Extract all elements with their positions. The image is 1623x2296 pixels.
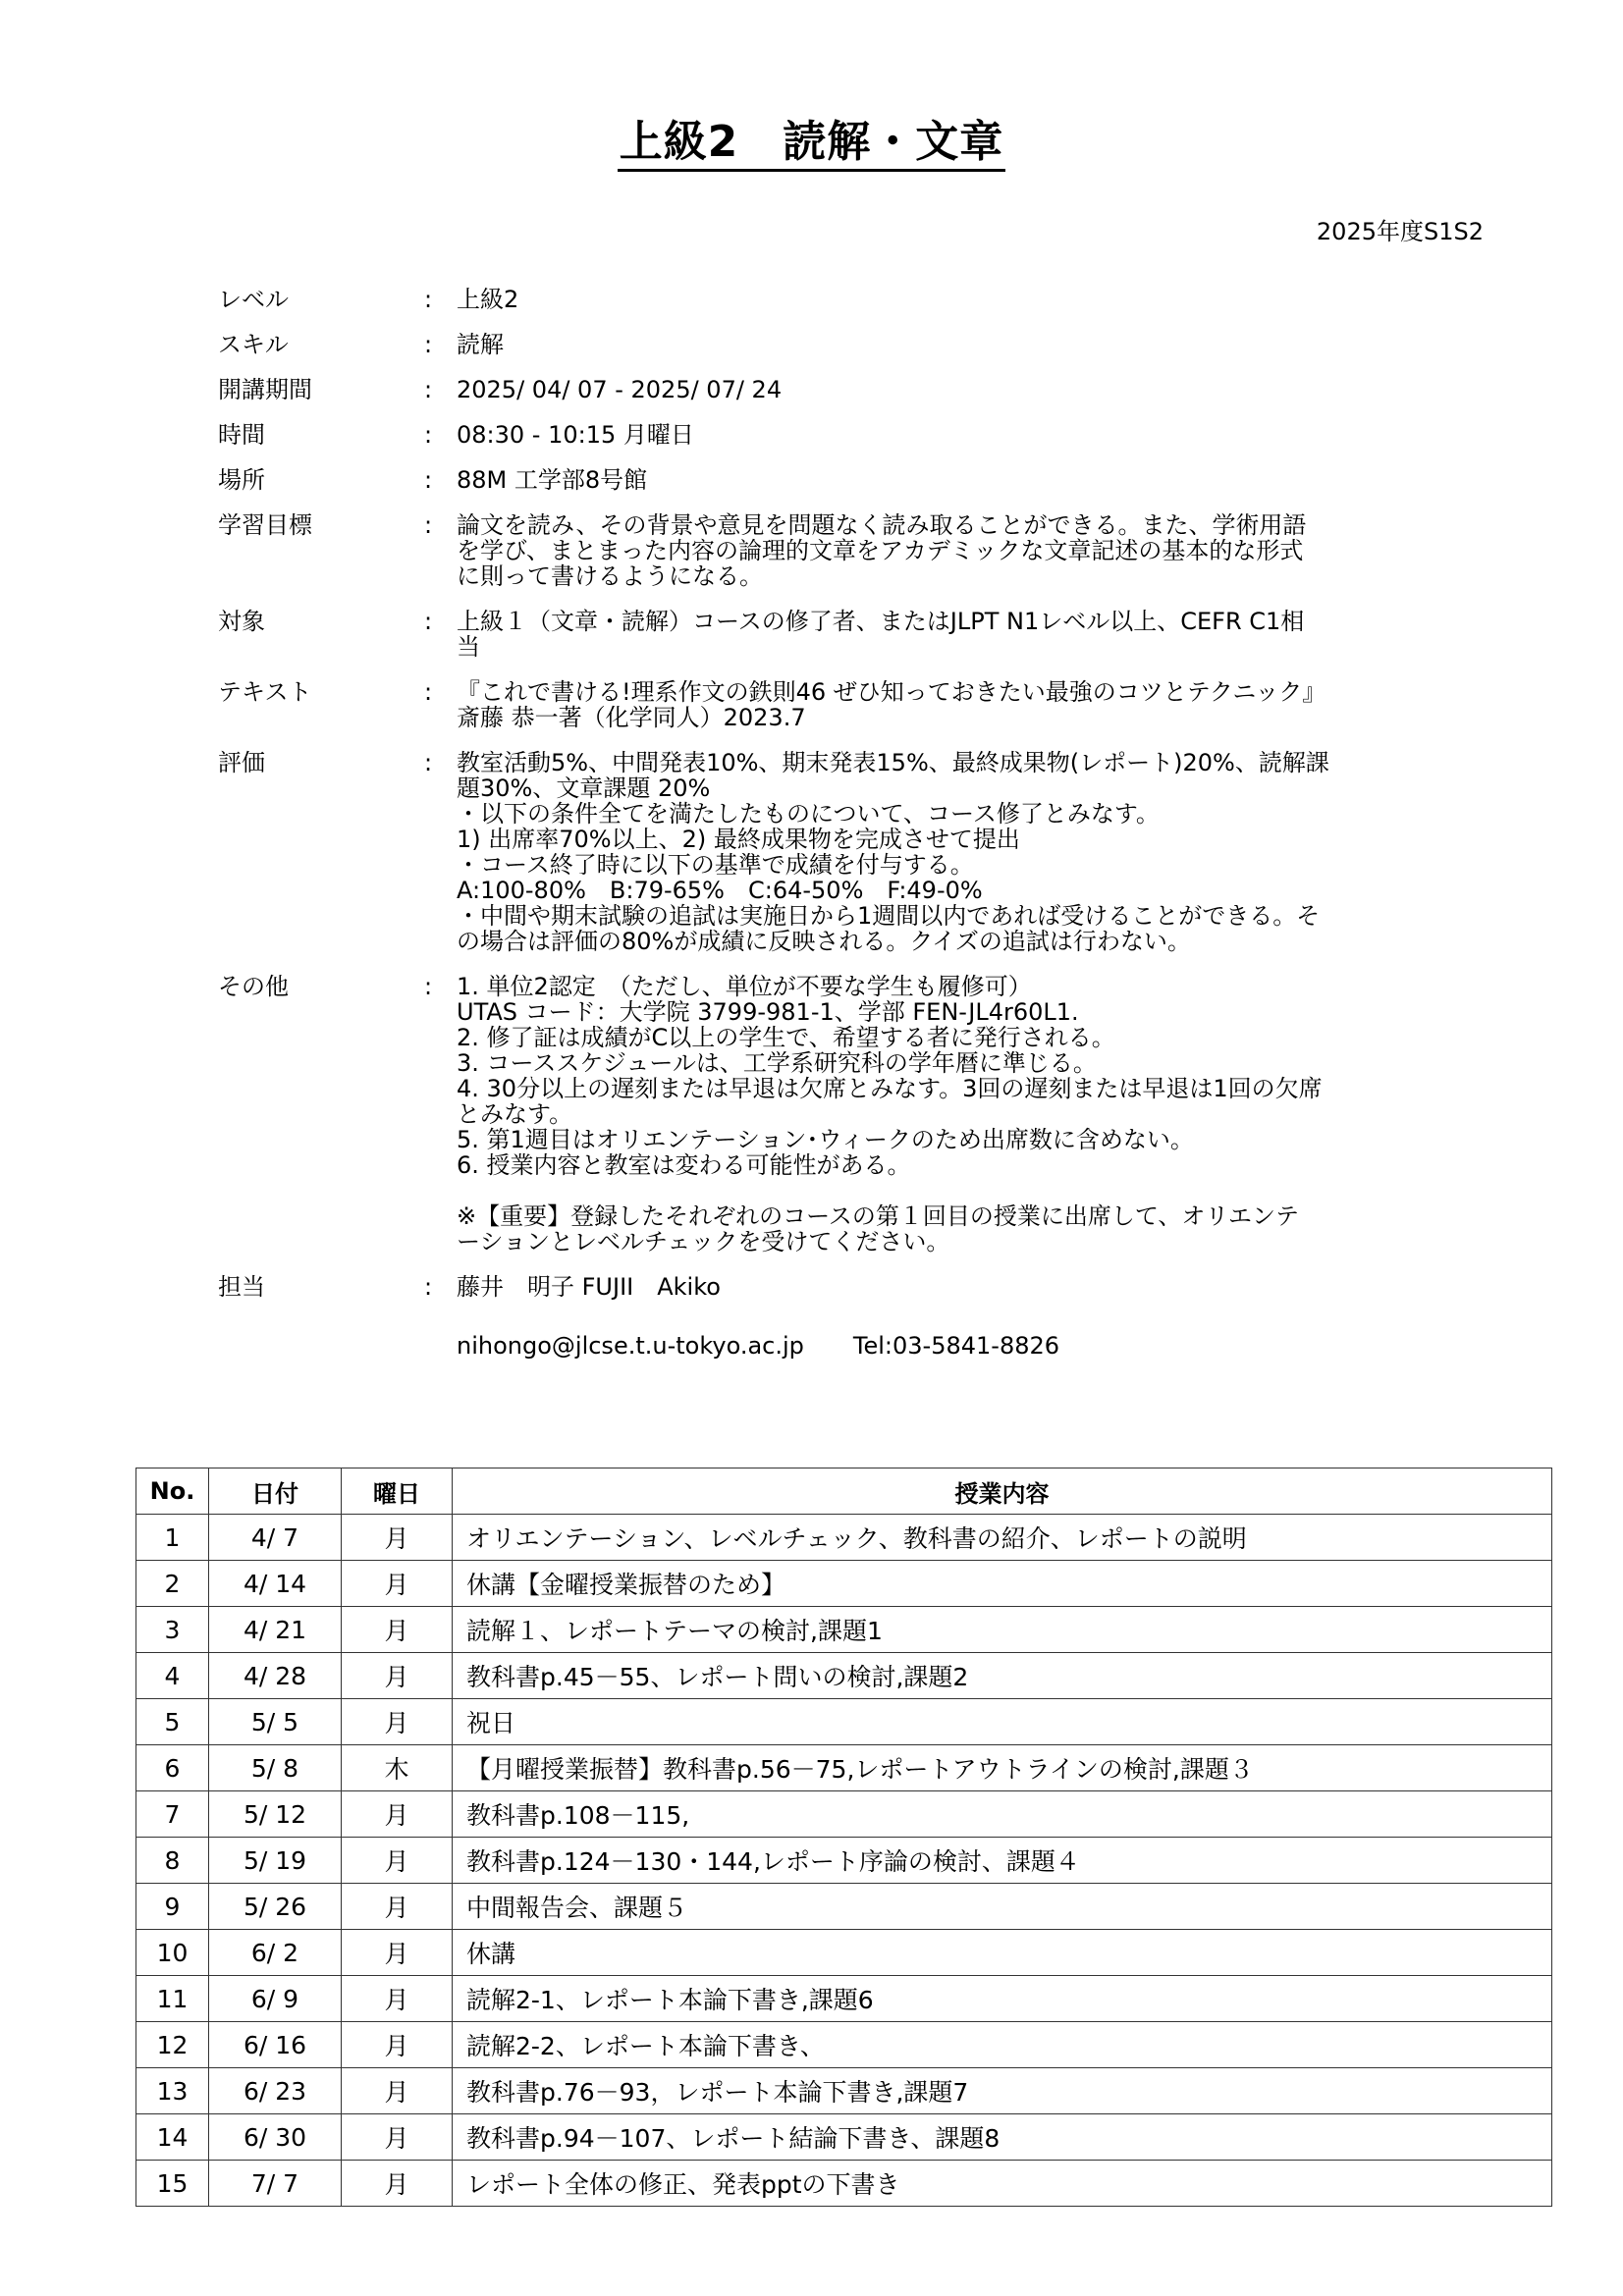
cell-day: 月 <box>342 1930 453 1976</box>
table-row <box>136 1976 1552 2022</box>
info-value-line: 88M 工学部8号館 <box>457 466 648 494</box>
info-value-line: 『これで書ける!理系作文の鉄則46 ぜひ知っておきたい最強のコツとテクニック』 <box>457 678 1326 706</box>
info-value-line: 斎藤 恭一著（化学同人）2023.7 <box>457 704 806 731</box>
info-colon: : <box>424 511 433 539</box>
cell-date: 6/ 2 <box>209 1930 342 1976</box>
cell-content: 休講 <box>453 1930 1552 1976</box>
table-row <box>136 1791 1552 1838</box>
cell-day: 月 <box>342 2022 453 2068</box>
cell-no: 5 <box>136 1699 209 1745</box>
contact-email: nihongo@jlcse.t.u-tokyo.ac.jp <box>457 1332 804 1360</box>
info-colon: : <box>424 421 433 449</box>
info-value <box>457 332 1485 357</box>
contact-row <box>218 1319 1485 1359</box>
table-row <box>136 2022 1552 2068</box>
info-value-line <box>457 1178 1485 1203</box>
cell-content: 読解2-2、レポート本論下書き、 <box>453 2022 1552 2068</box>
info-row <box>218 422 1485 448</box>
info-value-line: 5. 第1週目はオリエンテーション･ウィークのため出席数に含めない。 <box>457 1126 1194 1153</box>
cell-date: 7/ 7 <box>209 2161 342 2207</box>
cell-no: 14 <box>136 2114 209 2161</box>
table-row <box>136 2161 1552 2207</box>
info-value <box>457 609 1485 660</box>
info-colon: : <box>424 286 433 313</box>
cell-date: 4/ 7 <box>209 1515 342 1561</box>
cell-content: 中間報告会、課題５ <box>453 1884 1552 1930</box>
info-label: 評価 <box>218 749 265 776</box>
info-value-line: 教室活動5%、中間発表10%、期末発表15%、最終成果物(レポート)20%、読解課 <box>457 749 1329 776</box>
info-value-line: ーションとレベルチェックを受けてください。 <box>457 1228 950 1255</box>
info-colon: : <box>424 678 433 706</box>
cell-no: 15 <box>136 2161 209 2207</box>
cell-date: 4/ 28 <box>209 1653 342 1699</box>
cell-content: 教科書p.45－55、レポート問いの検討,課題2 <box>453 1653 1552 1699</box>
contact-tel: Tel:03-5841-8826 <box>852 1332 1060 1360</box>
schedule-body <box>136 1515 1552 2207</box>
info-value-line: UTAS コード：大学院 3799-981-1、学部 FEN-JL4r60L1. <box>457 998 1079 1026</box>
info-value-line: 上級2 <box>457 286 519 313</box>
info-label: 学習目標 <box>218 511 312 539</box>
info-value-line: ※【重要】登録したそれぞれのコースの第１回目の授業に出席して、オリエンテ <box>457 1202 1299 1230</box>
info-row <box>218 377 1485 402</box>
info-row <box>218 332 1485 357</box>
info-value-line: の場合は評価の80%が成績に反映される。クイズの追試は行わない。 <box>457 928 1191 955</box>
cell-date: 4/ 14 <box>209 1561 342 1607</box>
info-value-line: 08:30 - 10:15 月曜日 <box>457 421 694 449</box>
table-row <box>136 1884 1552 1930</box>
header-day: 曜日 <box>342 1468 453 1515</box>
cell-day: 月 <box>342 1699 453 1745</box>
info-colon: : <box>424 973 433 1000</box>
cell-no: 1 <box>136 1515 209 1561</box>
cell-date: 6/ 16 <box>209 2022 342 2068</box>
cell-content: 読解１、レポートテーマの検討,課題1 <box>453 1607 1552 1653</box>
info-value-line: 読解 <box>457 331 504 358</box>
contact-label-spacer <box>218 1319 424 1359</box>
info-colon: : <box>424 608 433 635</box>
cell-no: 13 <box>136 2068 209 2114</box>
info-row <box>218 750 1485 954</box>
cell-date: 5/ 12 <box>209 1791 342 1838</box>
info-value-line: 3. コーススケジュールは、工学系研究科の学年暦に準じる。 <box>457 1049 1097 1077</box>
cell-content: 休講【金曜授業振替のため】 <box>453 1561 1552 1607</box>
cell-no: 10 <box>136 1930 209 1976</box>
cell-day: 月 <box>342 1561 453 1607</box>
schedule-table <box>135 1468 1552 2207</box>
table-row <box>136 2114 1552 2161</box>
table-row <box>136 1745 1552 1791</box>
cell-content: 教科書p.108－115, <box>453 1791 1552 1838</box>
info-value <box>457 512 1485 589</box>
info-value-line: 4. 30分以上の遅刻または早退は欠席とみなす。3回の遅刻または早退は1回の欠席 <box>457 1075 1323 1102</box>
info-row <box>218 467 1485 493</box>
contact-info <box>457 1333 1485 1359</box>
page-title-wrap <box>0 106 1623 169</box>
cell-day: 月 <box>342 1607 453 1653</box>
info-row <box>218 974 1485 1255</box>
info-colon: : <box>424 331 433 358</box>
header-date: 日付 <box>209 1468 342 1515</box>
cell-no: 2 <box>136 1561 209 1607</box>
info-label: スキル <box>218 331 289 358</box>
info-value-line: 当 <box>457 633 480 661</box>
cell-date: 5/ 8 <box>209 1745 342 1791</box>
cell-day: 月 <box>342 1653 453 1699</box>
info-colon: : <box>424 1273 433 1301</box>
cell-date: 5/ 5 <box>209 1699 342 1745</box>
info-value <box>457 287 1485 312</box>
cell-day: 月 <box>342 1515 453 1561</box>
info-colon: : <box>424 376 433 403</box>
cell-content: 祝日 <box>453 1699 1552 1745</box>
info-value-line: 藤井 明子 FUJII Akiko <box>457 1273 721 1301</box>
cell-content: 【月曜授業振替】教科書p.56－75,レポートアウトラインの検討,課題３ <box>453 1745 1552 1791</box>
cell-no: 3 <box>136 1607 209 1653</box>
cell-date: 6/ 30 <box>209 2114 342 2161</box>
cell-no: 12 <box>136 2022 209 2068</box>
info-value <box>457 679 1485 730</box>
info-colon: : <box>424 749 433 776</box>
info-value-line: A:100-80% B:79-65% C:64-50% F:49-0% <box>457 877 983 904</box>
info-value <box>457 974 1485 1255</box>
cell-day: 月 <box>342 1838 453 1884</box>
info-row <box>218 287 1485 312</box>
cell-date: 5/ 19 <box>209 1838 342 1884</box>
info-value <box>457 1274 1485 1300</box>
info-label: 対象 <box>218 608 265 635</box>
info-row <box>218 609 1485 660</box>
contact-colon-spacer <box>424 1319 457 1359</box>
info-value-line: 2025/ 04/ 07 - 2025/ 07/ 24 <box>457 376 783 403</box>
table-row <box>136 1561 1552 1607</box>
cell-day: 木 <box>342 1745 453 1791</box>
info-value <box>457 377 1485 402</box>
cell-content: オリエンテーション、レベルチェック、教科書の紹介、レポートの説明 <box>453 1515 1552 1561</box>
info-label: その他 <box>218 973 289 1000</box>
info-value-line: 1. 単位2認定 （ただし、単位が不要な学生も履修可） <box>457 973 1032 1000</box>
info-value-line: ・以下の条件全てを満たしたものについて、コース修了とみなす。 <box>457 800 1160 828</box>
cell-date: 4/ 21 <box>209 1607 342 1653</box>
table-row <box>136 1838 1552 1884</box>
cell-content: 教科書p.76－93，レポート本論下書き,課題7 <box>453 2068 1552 2114</box>
cell-date: 6/ 23 <box>209 2068 342 2114</box>
cell-day: 月 <box>342 2068 453 2114</box>
cell-no: 8 <box>136 1838 209 1884</box>
cell-day: 月 <box>342 1976 453 2022</box>
info-value-line: に則って書けるようになる。 <box>457 562 763 590</box>
info-label: 時間 <box>218 421 265 449</box>
info-label: 場所 <box>218 466 265 494</box>
info-value-line: 論文を読み、その背景や意見を問題なく読み取ることができる。また、学術用語 <box>457 511 1307 539</box>
cell-day: 月 <box>342 1791 453 1838</box>
info-row <box>218 512 1485 589</box>
cell-day: 月 <box>342 1884 453 1930</box>
table-row <box>136 1699 1552 1745</box>
info-row <box>218 1274 1485 1300</box>
info-value-line: とみなす。 <box>457 1100 573 1128</box>
table-row <box>136 2068 1552 2114</box>
cell-day: 月 <box>342 2114 453 2161</box>
cell-no: 4 <box>136 1653 209 1699</box>
table-row <box>136 1653 1552 1699</box>
header-content: 授業内容 <box>453 1468 1552 1515</box>
info-value <box>457 422 1485 448</box>
cell-date: 5/ 26 <box>209 1884 342 1930</box>
info-value-line: 2. 修了証は成績がC以上の学生で、希望する者に発行される。 <box>457 1024 1115 1051</box>
course-info-rows <box>218 287 1485 1300</box>
table-row <box>136 1930 1552 1976</box>
info-value-line: 題30%、文章課題 20% <box>457 774 711 802</box>
info-row <box>218 679 1485 730</box>
cell-no: 11 <box>136 1976 209 2022</box>
schedule-header-row <box>136 1468 1552 1515</box>
info-value-line: を学び、まとまった内容の論理的文章をアカデミックな文章記述の基本的な形式 <box>457 537 1304 564</box>
info-value <box>457 467 1485 493</box>
info-label: レベル <box>218 286 289 313</box>
cell-day: 月 <box>342 2161 453 2207</box>
cell-content: 教科書p.94－107、レポート結論下書き、課題8 <box>453 2114 1552 2161</box>
cell-no: 6 <box>136 1745 209 1791</box>
info-label: テキスト <box>218 678 312 706</box>
page-title: 上級2 読解・文章 <box>618 117 1006 172</box>
info-value-line: ・コース終了時に以下の基準で成績を付与する。 <box>457 851 974 879</box>
cell-content: レポート全体の修正、発表pptの下書き <box>453 2161 1552 2207</box>
info-value <box>457 750 1485 954</box>
info-value-line: 1) 出席率70%以上、2) 最終成果物を完成させて提出 <box>457 826 1020 853</box>
info-value-line: ・中間や期末試験の追試は実施日から1週間以内であれば受けることができる。そ <box>457 902 1321 930</box>
academic-year-term: 2025年度S1S2 <box>1316 218 1484 245</box>
cell-content: 読解2-1、レポート本論下書き,課題6 <box>453 1976 1552 2022</box>
table-row <box>136 1607 1552 1653</box>
cell-content: 教科書p.124－130・144,レポート序論の検討、課題４ <box>453 1838 1552 1884</box>
info-value-line: 上級１（文章・読解）コースの修了者、またはJLPT N1レベル以上、CEFR C1相 <box>457 608 1305 635</box>
header-no: No. <box>136 1468 209 1515</box>
cell-no: 9 <box>136 1884 209 1930</box>
table-row <box>136 1515 1552 1561</box>
cell-no: 7 <box>136 1791 209 1838</box>
info-value-line: 6. 授業内容と教室は変わる可能性がある。 <box>457 1151 911 1179</box>
course-info <box>218 287 1485 1378</box>
info-colon: : <box>424 466 433 494</box>
info-label: 担当 <box>218 1273 265 1301</box>
info-label: 開講期間 <box>218 376 312 403</box>
cell-date: 6/ 9 <box>209 1976 342 2022</box>
